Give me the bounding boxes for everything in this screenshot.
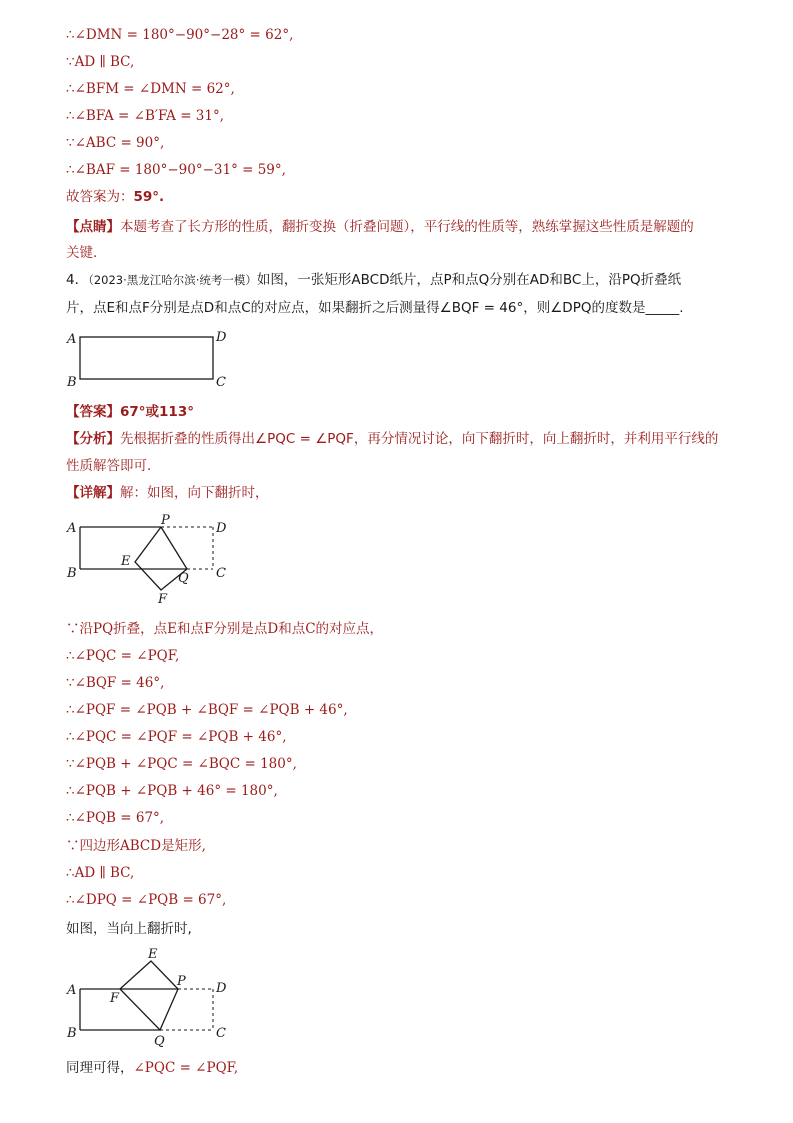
label-a: A — [67, 983, 77, 998]
text-line: ∴∠DMN = 180°−90°−28° = 62°, — [66, 27, 294, 43]
label-q: Q — [178, 571, 189, 586]
folded-part — [120, 961, 178, 1030]
fold-down-figure — [60, 512, 250, 606]
comment-text: 本题考查了长方形的性质，翻折变换（折叠问题），平行线的性质等，熟练掌握这些性质是解题的 — [120, 219, 694, 235]
label-c: C — [216, 375, 226, 390]
text-line: ∴∠BFM = ∠DMN = 62°, — [66, 81, 235, 97]
detail-text: 解：如图，向下翻折时， — [120, 485, 269, 501]
previous-answer — [66, 188, 164, 206]
label-p: P — [161, 513, 170, 528]
rectangle-figure — [60, 325, 250, 391]
label-e: E — [121, 554, 131, 569]
comment-tag: 【点睛】 — [66, 219, 120, 235]
step-line: ∴∠PQF = ∠PQB + ∠BQF = ∠PQB + 46°, — [66, 702, 348, 718]
text-line: ∴∠BFA = ∠B′FA = 31°, — [66, 108, 225, 124]
question-line-2: 片，点E和点F分别是点D和点C的对应点，如果翻折之后测量得∠BQF = 46°，则∠DPQ的度数是_____. — [66, 300, 684, 316]
label-b: B — [67, 375, 77, 390]
same-value: ∠PQC = ∠PQF, — [133, 1060, 239, 1076]
step-line: ∵∠PQB + ∠PQC = ∠BQC = 180°, — [66, 756, 297, 772]
label-b: B — [67, 566, 77, 581]
fold-up-figure — [60, 943, 250, 1049]
question-line-1 — [66, 271, 681, 289]
analysis-line-2: 性质解答即可. — [66, 458, 152, 474]
label-p: P — [177, 974, 186, 989]
question-source: （2023·黑龙江哈尔滨·统考一模） — [88, 273, 257, 287]
text-line: ∴∠BAF = 180°−90°−31° = 59°, — [66, 162, 286, 178]
label-d: D — [216, 330, 227, 345]
step-line: ∴AD ∥ BC, — [66, 865, 135, 881]
comment-line-2: 关键. — [66, 245, 98, 261]
text-line: ∵∠ABC = 90°, — [66, 135, 165, 151]
label-c: C — [216, 566, 226, 581]
answer-prefix: 故答案为： — [66, 189, 134, 205]
label-a: A — [67, 521, 77, 536]
step-line: ∴∠PQB + ∠PQB + 46° = 180°, — [66, 783, 278, 799]
step-line: ∴∠PQC = ∠PQF = ∠PQB + 46°, — [66, 729, 287, 745]
answer-value: 67°或113° — [120, 404, 194, 420]
analysis-line-1 — [66, 430, 718, 448]
detail-line — [66, 484, 269, 502]
same-reasoning-line — [66, 1059, 238, 1077]
same-prefix: 同理可得， — [66, 1060, 134, 1076]
analysis-text: 先根据折叠的性质得出∠PQC = ∠PQF，再分情况讨论，向下翻折时，向上翻折时，并利用平行线的 — [120, 431, 719, 447]
step-line: ∴∠PQB = 67°, — [66, 810, 165, 826]
label-d: D — [216, 981, 227, 996]
label-a: A — [67, 332, 77, 347]
step-line: ∴∠PQC = ∠PQF, — [66, 648, 180, 664]
label-d: D — [216, 521, 227, 536]
detail-tag: 【详解】 — [66, 485, 120, 501]
step-line: ∵四边形ABCD是矩形, — [66, 838, 206, 854]
label-f: F — [110, 991, 120, 1006]
label-e: E — [148, 947, 158, 962]
step-line: ∴∠DPQ = ∠PQB = 67°, — [66, 892, 227, 908]
fold-up-intro: 如图，当向上翻折时, — [66, 921, 192, 937]
step-line: ∵沿PQ折叠，点E和点F分别是点D和点C的对应点， — [66, 621, 384, 637]
comment-line-1 — [66, 218, 694, 236]
answer-value: 59°. — [133, 189, 165, 205]
analysis-tag: 【分析】 — [66, 431, 120, 447]
question-number: 4． — [66, 272, 89, 288]
rectangle-abcd — [80, 337, 213, 379]
question-text: 如图，一张矩形ABCD纸片，点P和点Q分别在AD和BC上，沿PQ折叠纸 — [256, 272, 682, 288]
label-c: C — [216, 1026, 226, 1041]
step-line: ∵∠BQF = 46°, — [66, 675, 165, 691]
label-b: B — [67, 1026, 77, 1041]
label-f: F — [158, 592, 168, 606]
answer-tag: 【答案】 — [66, 404, 120, 420]
text-line: ∵AD ∥ BC, — [66, 54, 135, 70]
label-q: Q — [154, 1034, 165, 1049]
answer-line — [66, 403, 194, 421]
